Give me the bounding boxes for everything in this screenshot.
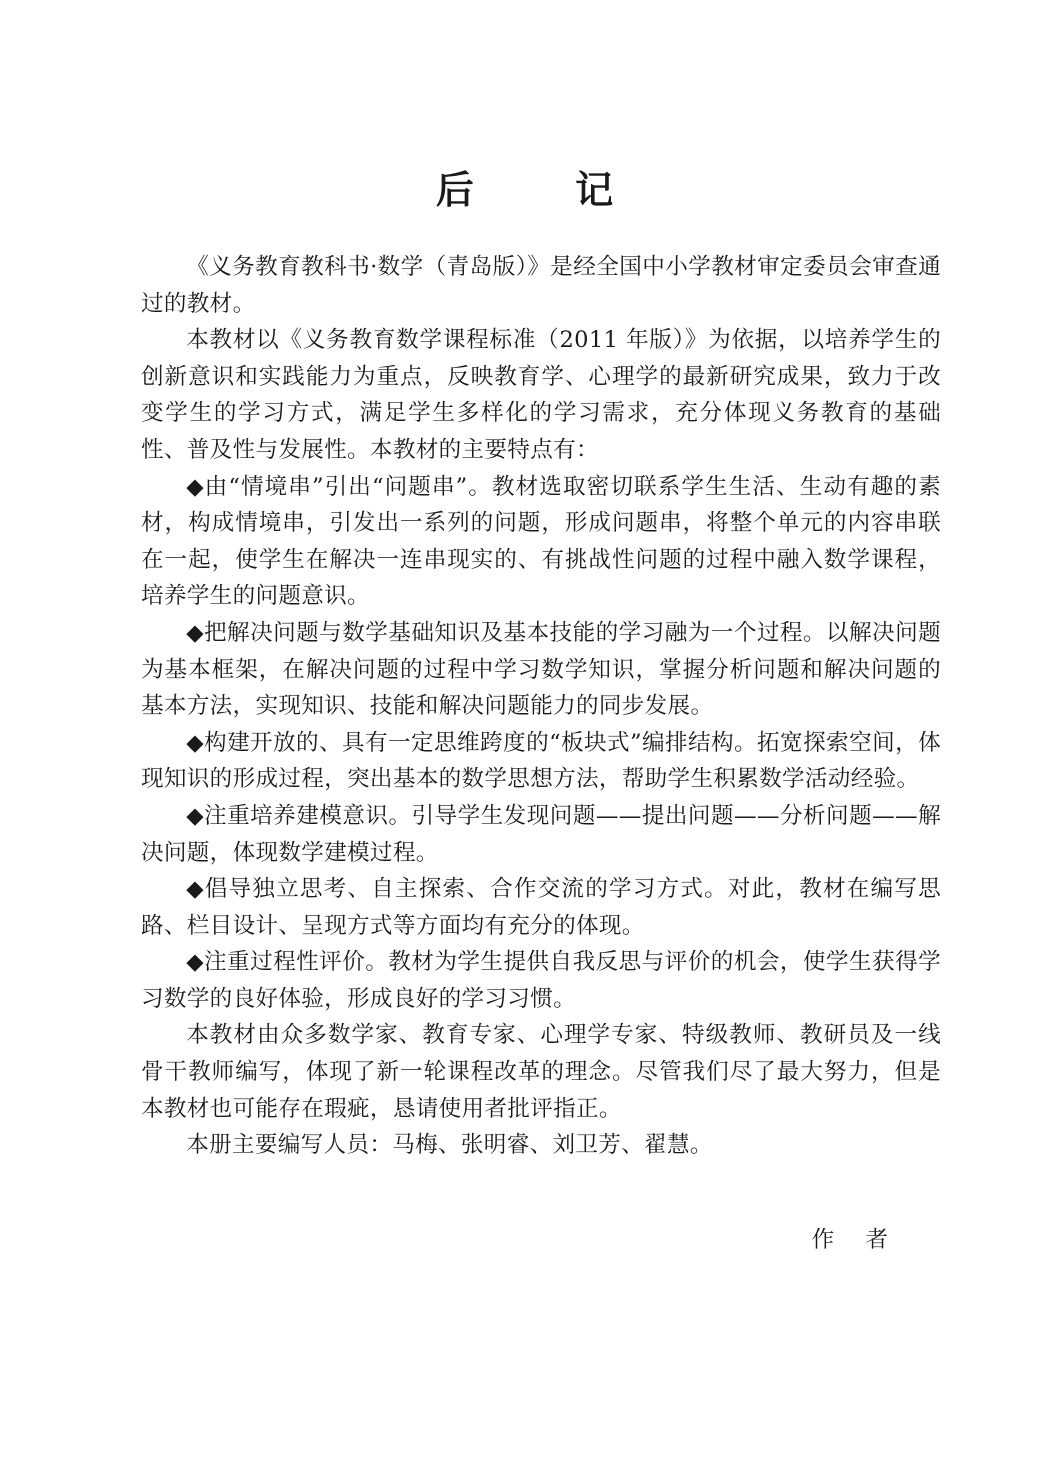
paragraph-feature-modeling: ◆注重培养建模意识。引导学生发现问题——提出问题——分析问题——解决问题，体现数学建模过程。 — [141, 802, 941, 866]
signature: 作 者 — [811, 1227, 900, 1253]
paragraph-feature-scenario: ◆由“情境串”引出“问题串”。教材选取密切联系学生生活、生动有趣的素材，构成情境串，引发出一系列的问题，形成问题串，将整个单元的内容串联在一起，使学生在解决一连串现实的、有挑战性问题的过程中融入数学课程，培养学生的问题意识。 — [141, 473, 941, 610]
paragraph-intro: 《义务教育教科书·数学（青岛版）》是经全国中小学教材审定委员会审查通过的教材。 — [141, 254, 941, 317]
paragraph-feature-learning-style: ◆倡导独立思考、自主探索、合作交流的学习方式。对此，教材在编写思路、栏目设计、呈现方式等方面均有充分的体现。 — [141, 876, 941, 939]
page-title: 后 记 — [435, 168, 658, 212]
paragraph-feature-evaluation: ◆注重过程性评价。教材为学生提供自我反思与评价的机会，使学生获得学习数学的良好体验，形成良好的学习习惯。 — [141, 949, 941, 1012]
afterword-body — [141, 249, 941, 1164]
paragraph-feature-structure: ◆构建开放的、具有一定思维跨度的“板块式”编排结构。拓宽探索空间，体现知识的形成过程，突出基本的数学思想方法，帮助学生积累数学活动经验。 — [141, 729, 941, 793]
paragraph-feature-problem-solving: ◆把解决问题与数学基础知识及基本技能的学习融为一个过程。以解决问题为基本框架，在解决问题的过程中学习数学知识，掌握分析问题和解决问题的基本方法，实现知识、技能和解决问题能力的同步发展。 — [141, 619, 941, 720]
paragraph-basis: 本教材以《义务教育数学课程标准（2011 年版）》为依据，以培养学生的创新意识和实践能力为重点，反映教育学、心理学的最新研究成果，致力于改变学生的学习方式，满足学生多样化的学习需求，充分体现义务教育的基础性、普及性与发展性。本教材的主要特点有： — [141, 327, 941, 463]
paragraph-authors-note: 本教材由众多数学家、教育专家、心理学专家、特级教师、教研员及一线骨干教师编写，体现了新一轮课程改革的理念。尽管我们尽了最大努力，但是本教材也可能存在瑕疵，恳请使用者批评指正。 — [141, 1022, 941, 1122]
paragraph-editors: 本册主要编写人员：马梅、张明睿、刘卫芳、翟慧。 — [186, 1132, 713, 1159]
